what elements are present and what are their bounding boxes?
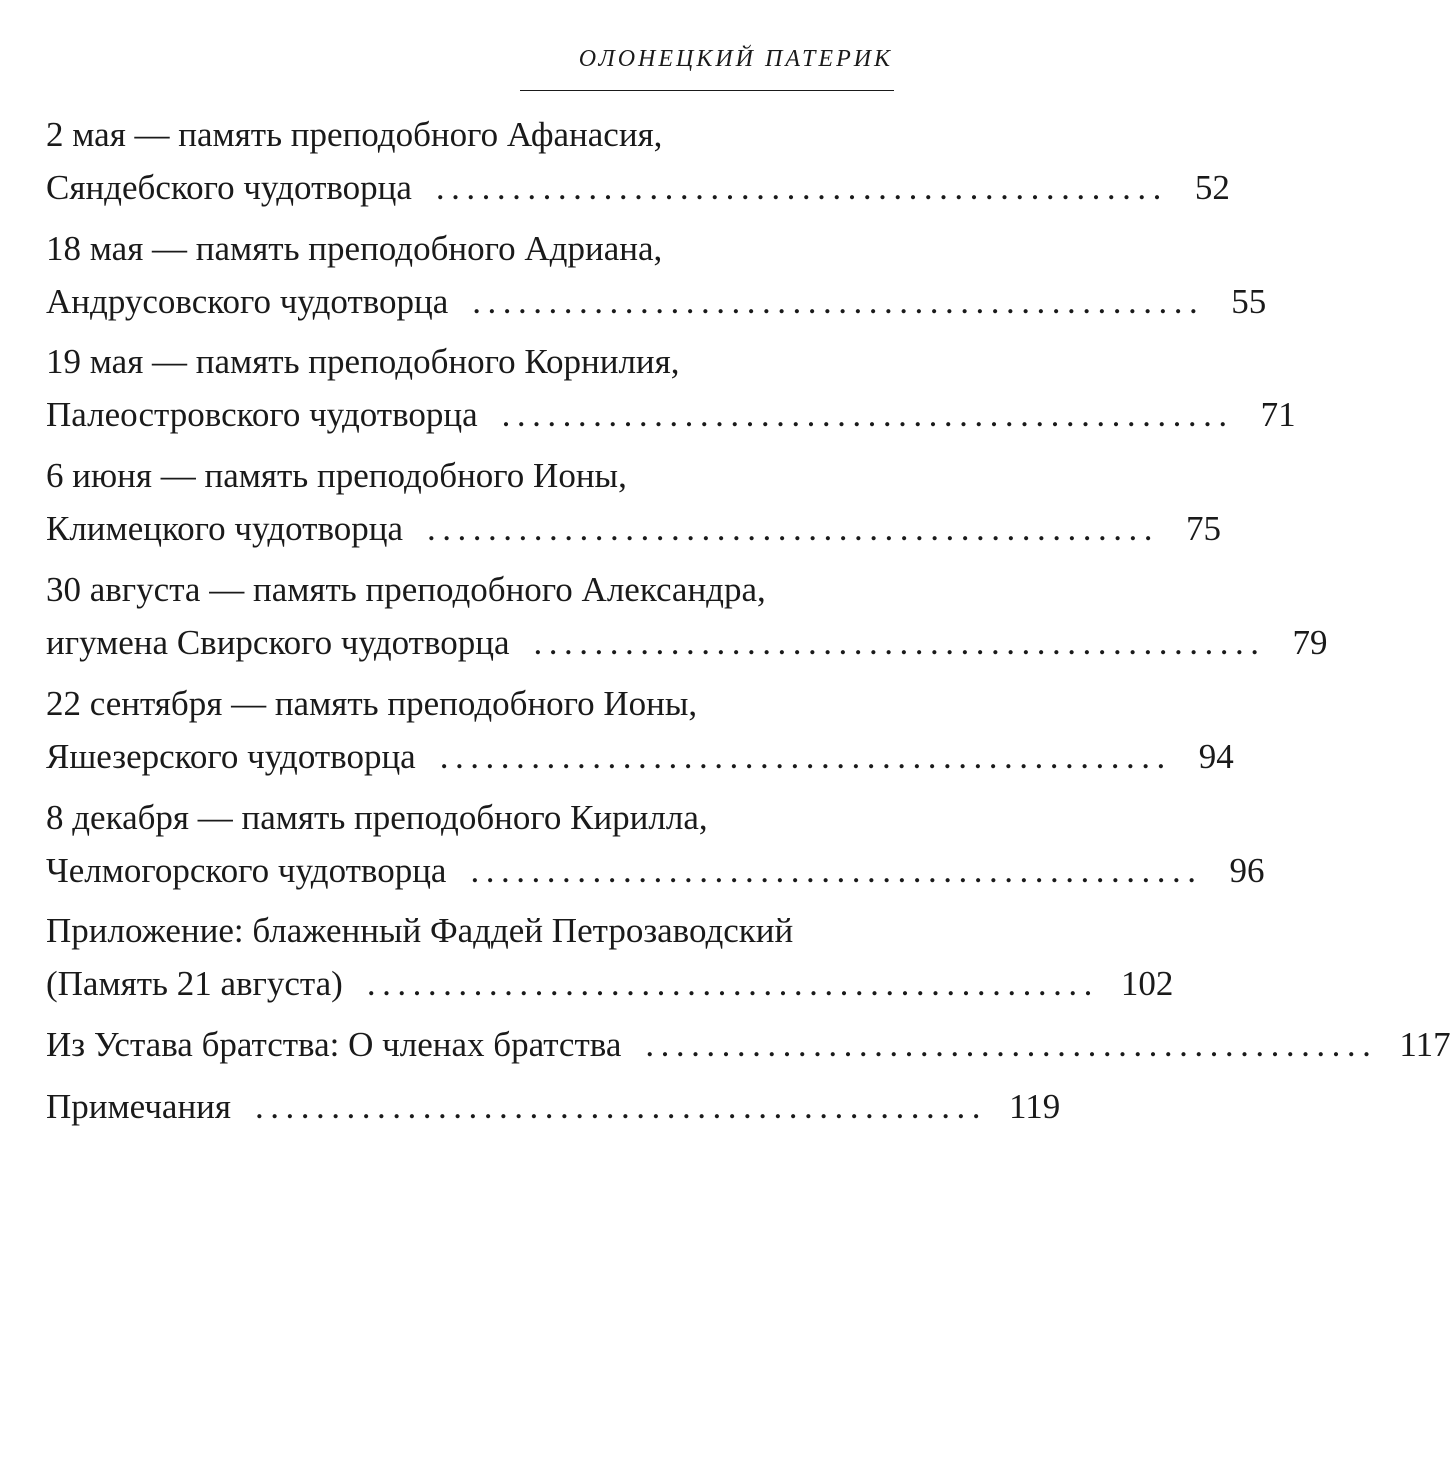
- toc-entry[interactable]: [46, 677, 1234, 783]
- toc-entry[interactable]: [46, 1018, 1451, 1071]
- header-rule: [520, 90, 894, 91]
- toc-entry[interactable]: [46, 108, 1230, 214]
- dot-leader: ................................................: [255, 1087, 988, 1126]
- toc-entry-title-line2: Яшезерского чудотворца: [46, 737, 416, 776]
- toc-entry-title-line2: игумена Свирского чудотворца: [46, 623, 510, 662]
- toc-entry-title-line2: Палеостровского чудотворца: [46, 395, 478, 434]
- toc-entry-title-line1: Приложение: блаженный Фаддей Петрозаводский: [46, 911, 794, 950]
- toc-page-number: 94: [1198, 737, 1234, 776]
- toc-entry-title-line1: 8 декабря — память преподобного Кирилла,: [46, 798, 708, 837]
- dot-leader: ................................................: [427, 509, 1160, 548]
- toc-page-number: 52: [1194, 168, 1230, 207]
- toc-entry-title-line1: 6 июня — память преподобного Ионы,: [46, 456, 627, 495]
- toc-entry-title-line2: Андрусовского чудотворца: [46, 282, 449, 321]
- toc-entry[interactable]: [46, 222, 1267, 328]
- toc-entry-title: Из Устава братства: О членах братства: [46, 1025, 622, 1064]
- toc-entry[interactable]: [46, 904, 1174, 1010]
- dot-leader: ................................................: [470, 851, 1203, 890]
- dot-leader: ................................................: [533, 623, 1266, 662]
- dot-leader: ................................................: [645, 1025, 1378, 1064]
- toc-page-number: 71: [1260, 395, 1296, 434]
- running-head: ОЛОНЕЦКИЙ ПАТЕРИК: [578, 46, 893, 72]
- toc-entry[interactable]: [46, 1080, 1061, 1133]
- toc-page-number: 79: [1292, 623, 1328, 662]
- toc-entry-title-line1: 2 мая — память преподобного Афанасия,: [46, 115, 663, 154]
- toc-page-number: 119: [1009, 1087, 1061, 1126]
- toc-page-number: 55: [1231, 282, 1267, 321]
- toc-entry[interactable]: [46, 449, 1222, 555]
- toc-entry-title-line1: 19 мая — память преподобного Корнилия,: [46, 342, 680, 381]
- toc-entry[interactable]: [46, 335, 1296, 441]
- toc-entry-title-line1: 30 августа — память преподобного Александра,: [46, 570, 766, 609]
- dot-leader: ................................................: [366, 964, 1099, 1003]
- dot-leader: ................................................: [439, 737, 1172, 776]
- toc-entry-title-line2: Сяндебского чудотворца: [46, 168, 412, 207]
- dot-leader: ................................................: [501, 395, 1234, 434]
- toc-entry[interactable]: [46, 791, 1265, 897]
- dot-leader: ................................................: [472, 282, 1205, 321]
- toc-page-number: 102: [1120, 964, 1174, 1003]
- toc-entry-title-line2: Челмогорского чудотворца: [46, 851, 447, 890]
- toc-page-number: 96: [1229, 851, 1265, 890]
- toc-page-number: 75: [1186, 509, 1222, 548]
- toc-page-number: 117: [1399, 1025, 1451, 1064]
- dot-leader: ................................................: [435, 168, 1168, 207]
- toc-entry-title-line1: 22 сентября — память преподобного Ионы,: [46, 684, 698, 723]
- toc-entry-title-line2: (Память 21 августа): [46, 964, 343, 1003]
- toc-entry-title: Примечания: [46, 1087, 232, 1126]
- toc-entry-title-line2: Климецкого чудотворца: [46, 509, 404, 548]
- toc-entry[interactable]: [46, 563, 1328, 669]
- toc-entry-title-line1: 18 мая — память преподобного Адриана,: [46, 229, 663, 268]
